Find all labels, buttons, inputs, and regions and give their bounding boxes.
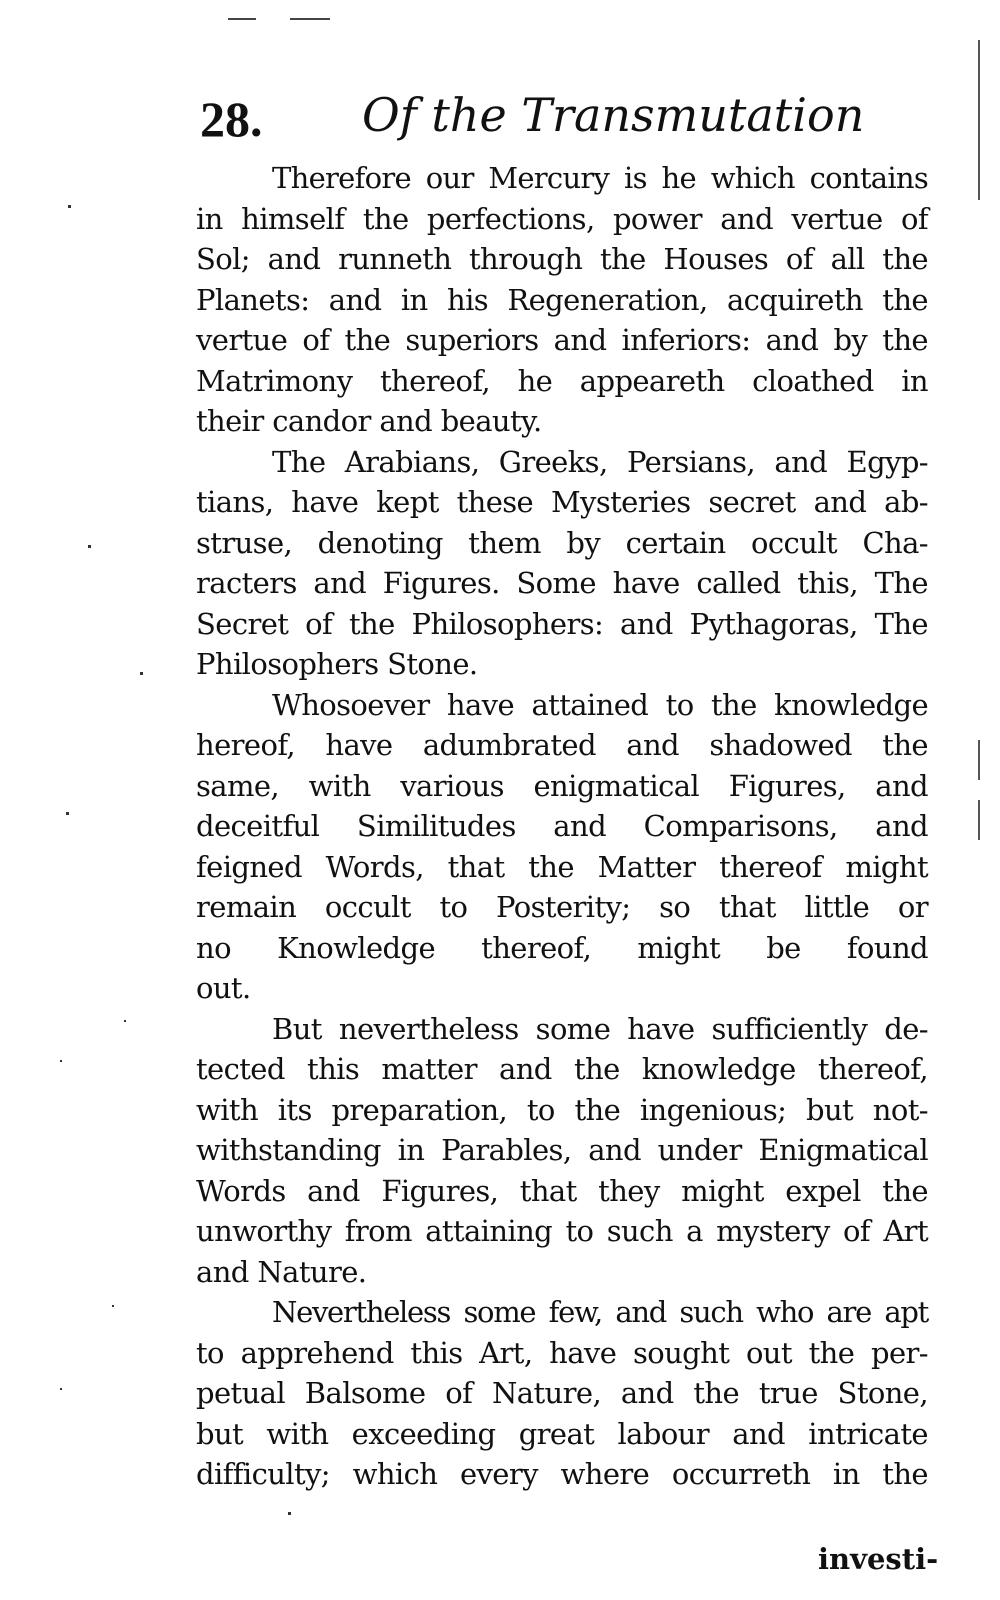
text-line: difficulty; which every where occurreth in the (196, 1457, 928, 1491)
catchword: investi- (818, 1542, 939, 1576)
text-line: Words and Figures, that they might expel the (196, 1173, 928, 1208)
text-line: struse, denoting them by certain occult Cha- (196, 525, 928, 560)
scan-speck (88, 545, 91, 548)
text-line: and Nature. (196, 1254, 367, 1289)
text-line: Whosoever have attained to the knowledge (272, 687, 928, 722)
text-line: But nevertheless some have sufficiently de- (272, 1011, 928, 1046)
page-number: 28. (200, 91, 263, 147)
scan-speck (140, 672, 143, 675)
text-line: but with exceeding great labour and intricate (196, 1416, 928, 1451)
text-line: no Knowledge thereof, might be found (196, 930, 928, 965)
text-line: Sol; and runneth through the Houses of all the (196, 242, 928, 276)
scan-speck (66, 812, 69, 815)
text-line: in himself the perfections, power and vertue of (196, 201, 928, 236)
text-line: same, with various enigmatical Figures, and (196, 768, 928, 803)
text-line: remain occult to Posterity; so that little or (196, 890, 928, 924)
scan-speck (112, 1305, 114, 1307)
text-line: out. (196, 971, 251, 1005)
scan-edge-line (978, 40, 980, 200)
text-line: tected this matter and the knowledge thereof, (196, 1052, 928, 1086)
scan-mark (290, 18, 330, 20)
scan-speck (60, 1060, 62, 1062)
scan-speck (288, 1512, 291, 1515)
text-line: Therefore our Mercury is he which contains (272, 161, 928, 195)
scan-edge-line (978, 740, 980, 780)
paragraph (196, 1009, 928, 1293)
running-title: Of the Transmutation (362, 88, 865, 142)
running-header (200, 88, 900, 158)
text-line: hereof, have adumbrated and shadowed the (196, 728, 928, 762)
text-line: feigned Words, that the Matter thereof might (196, 849, 928, 884)
scan-speck (124, 1020, 126, 1022)
text-line: Secret of the Philosophers: and Pythagoras, The (196, 606, 928, 641)
text-line: with its preparation, to the ingenious; but not- (196, 1092, 928, 1127)
text-line: withstanding in Parables, and under Enigmatical (196, 1133, 928, 1167)
paragraph (196, 1292, 928, 1495)
scan-speck (60, 1388, 62, 1390)
text-line: Philosophers Stone. (196, 647, 478, 681)
text-line: Nevertheless some few, and such who are apt (272, 1295, 928, 1329)
scan-edge-line (978, 800, 980, 840)
text-line: The Arabians, Greeks, Persians, and Egyp- (272, 444, 928, 479)
text-line: their candor and beauty. (196, 404, 542, 438)
paragraph (196, 158, 928, 442)
body-text (196, 158, 928, 1495)
scan-mark (228, 18, 256, 20)
paragraph (196, 685, 928, 1009)
text-line: tians, have kept these Mysteries secret and ab- (196, 485, 928, 519)
scan-speck (68, 205, 71, 208)
paragraph (196, 442, 928, 685)
text-line: Planets: and in his Regeneration, acquireth the (196, 282, 928, 317)
text-line: unworthy from attaining to such a mystery of Art (196, 1214, 928, 1248)
text-line: vertue of the superiors and inferiors: and by the (196, 323, 928, 357)
text-line: racters and Figures. Some have called this, The (196, 566, 928, 600)
text-line: deceitful Similitudes and Comparisons, and (196, 809, 928, 843)
text-line: Matrimony thereof, he appeareth cloathed in (196, 363, 928, 398)
text-line: petual Balsome of Nature, and the true Stone, (196, 1376, 928, 1410)
text-line: to apprehend this Art, have sought out the per- (196, 1335, 928, 1370)
